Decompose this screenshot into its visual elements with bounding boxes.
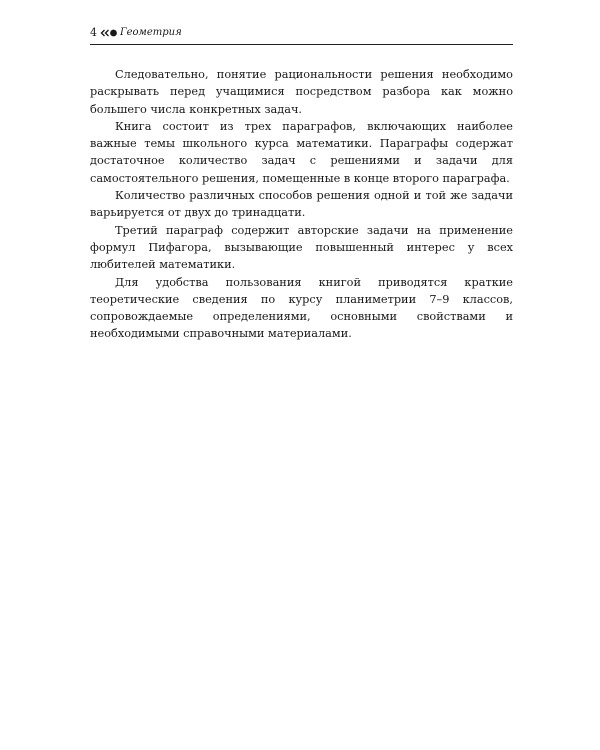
paragraph: Книга состоит из трех параграфов, включающих наиболее важные темы школьного курса математики. Параграфы содержат достаточное количество задач с решениями и задачи для самостоятельного решения, помещенные в конце второго параграфа. [90, 119, 513, 185]
paragraph: Третий параграф содержит авторские задачи на применение формул Пифагора, вызывающие повышенный интерес у всех любителей математики. [90, 223, 513, 272]
page-number: 4 [90, 26, 97, 39]
triple-bullet-icon [100, 27, 120, 39]
running-title: Геометрия [120, 27, 182, 38]
paragraph: Следовательно, понятие рациональности решения необходимо раскрывать перед учащимися посредством разбора как можно большего числа конкретных задач. [90, 68, 513, 116]
page-header [90, 24, 513, 45]
paragraph: Количество различных способов решения одной и той же задачи варьируется от двух до тринадцати. [90, 189, 513, 220]
paragraph: Для удобства пользования книгой приводятся краткие теоретические сведения по курсу планиметрии 7–9 классов, сопровождаемые определениями, основными свойствами и необходимыми справочными материалами. [90, 275, 513, 341]
body-text [90, 66, 513, 343]
